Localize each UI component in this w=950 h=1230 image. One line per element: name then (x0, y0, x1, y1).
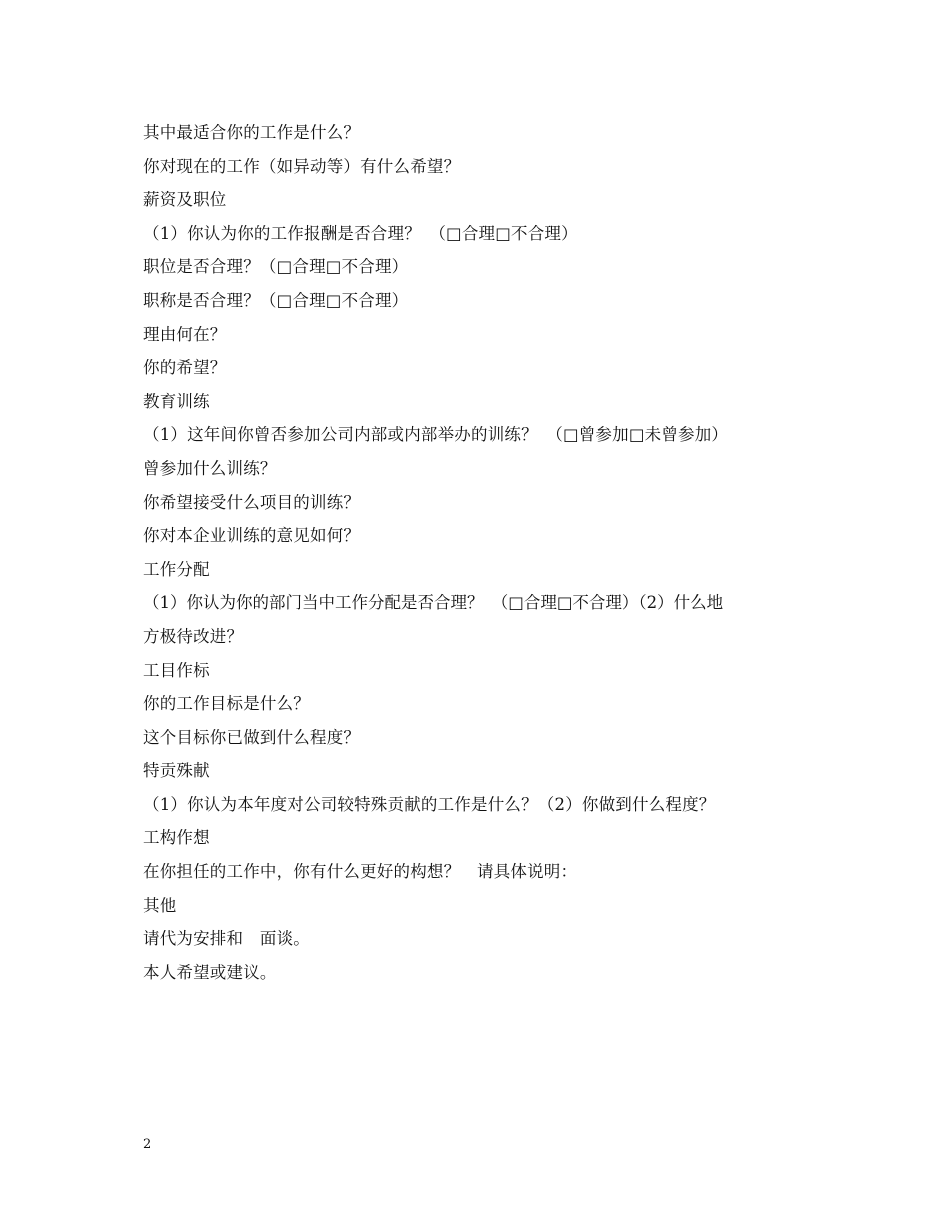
section-heading: 其他 (143, 895, 177, 915)
text-line: 理由何在？ (143, 324, 227, 344)
text-line: 请代为安排和 面谈。 (143, 929, 310, 949)
text-line: （1）这年间你曾否参加公司内部或内部举办的训练？ （□曾参加□未曾参加） (143, 425, 729, 445)
text-line: 你对现在的工作（如异动等）有什么希望？ (143, 156, 461, 176)
text-line: 你希望接受什么项目的训练？ (143, 492, 361, 512)
text-line: 你的工作目标是什么？ (143, 694, 310, 714)
text-line: 曾参加什么训练？ (143, 458, 277, 478)
text-line: 你对本企业训练的意见如何？ (143, 526, 361, 546)
text-line: 职位是否合理？（□合理□不合理） (143, 257, 409, 277)
text-line: 这个目标你已做到什么程度？ (143, 727, 361, 747)
text-line: 你的希望？ (143, 358, 227, 378)
document-body (143, 116, 823, 989)
text-line: （1）你认为你的部门当中工作分配是否合理？ （□合理□不合理）（2）什么地 (143, 593, 724, 613)
section-heading: 工目作标 (143, 660, 210, 680)
section-heading: 工作分配 (143, 559, 210, 579)
text-line: 方极待改进？ (143, 626, 244, 646)
text-line: （1）你认为本年度对公司较特殊贡献的工作是什么？（2）你做到什么程度？ (143, 794, 716, 814)
text-line: 在你担任的工作中，你有什么更好的构想？ 请具体说明： (143, 862, 578, 882)
section-heading: 特贡殊献 (143, 761, 210, 781)
text-line: 本人希望或建议。 (143, 962, 277, 982)
text-line: （1）你认为你的工作报酬是否合理？ （□合理□不合理） (143, 223, 578, 243)
text-line: 职称是否合理？（□合理□不合理） (143, 290, 409, 310)
section-heading: 工构作想 (143, 828, 210, 848)
section-heading: 薪资及职位 (143, 190, 227, 210)
page-number: 2 (143, 1137, 152, 1152)
text-line: 其中最适合你的工作是什么？ (143, 123, 361, 142)
section-heading: 教育训练 (143, 391, 210, 411)
